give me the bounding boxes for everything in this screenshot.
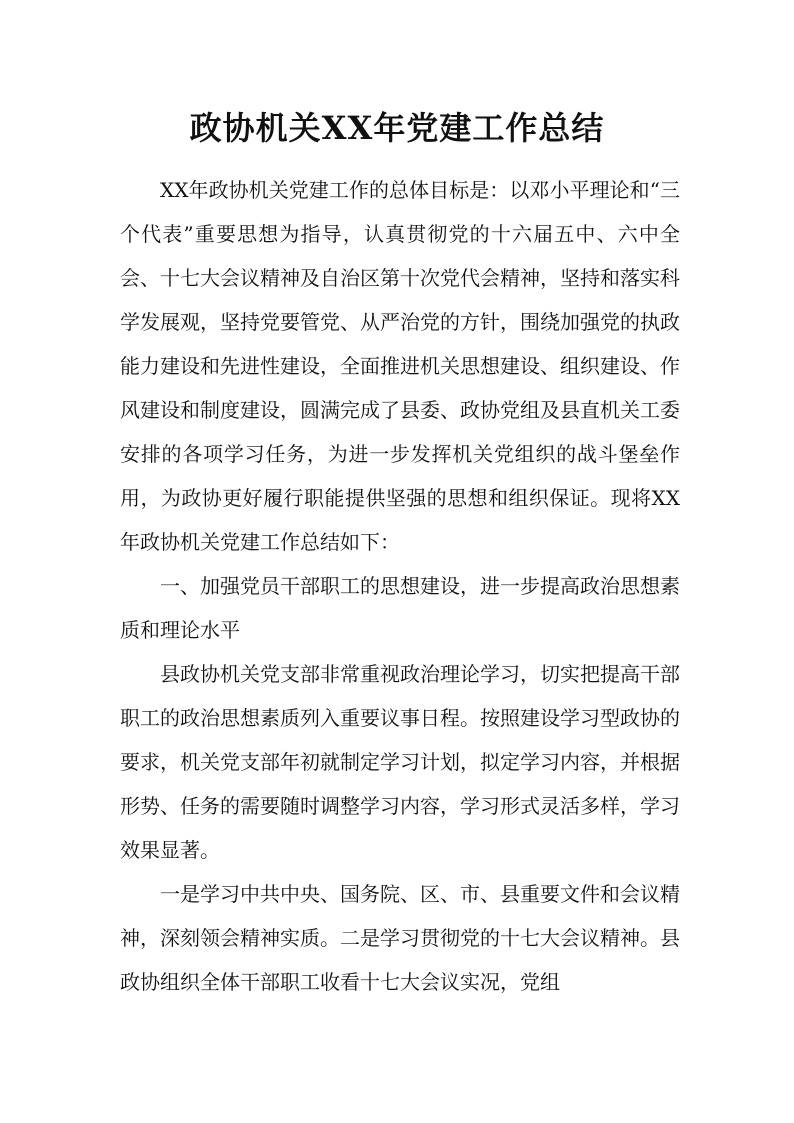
paragraph-items: 一是学习中共中央、国务院、区、市、县重要文件和会议精神，深刻领会精神实质。二是学习贯彻党的十七大会议精神。县政协组织全体干部职工收看十七大会议实况，党组 bbox=[120, 882, 680, 994]
paragraph-intro: XX年政协机关党建工作的总体目标是：以邓小平理论和“三个代表”重要思想为指导，认真贯彻党的十六届五中、六中全会、十七大会议精神及自治区第十次党代会精神，坚持和落实科学发展观，坚持党要管党、从严治党的方针，围绕加强党的执政能力建设和先进性建设，全面推进机关思想建设、组织建设、作风建设和制度建设，圆满完成了县委、政协党组及县直机关工委安排的各项学习任务，为进一步发挥机关党组织的战斗堡垒作用，为政协更好履行职能提供坚强的思想和组织保证。现将XX年政协机关党建工作总结如下： bbox=[120, 178, 680, 554]
document-title: 政协机关XX年党建工作总结 bbox=[189, 109, 605, 147]
section-heading-1: 一、加强党员干部职工的思想建设，进一步提高政治思想素质和理论水平 bbox=[120, 574, 680, 642]
paragraph-study: 县政协机关党支部非常重视政治理论学习，切实把提高干部职工的政治思想素质列入重要议事日程。按照建设学习型政协的要求，机关党支部年初就制定学习计划，拟定学习内容，并根据形势、任务的需要随时调整学习内容，学习形式灵活多样，学习效果显著。 bbox=[120, 662, 680, 862]
document-body bbox=[120, 168, 680, 1004]
